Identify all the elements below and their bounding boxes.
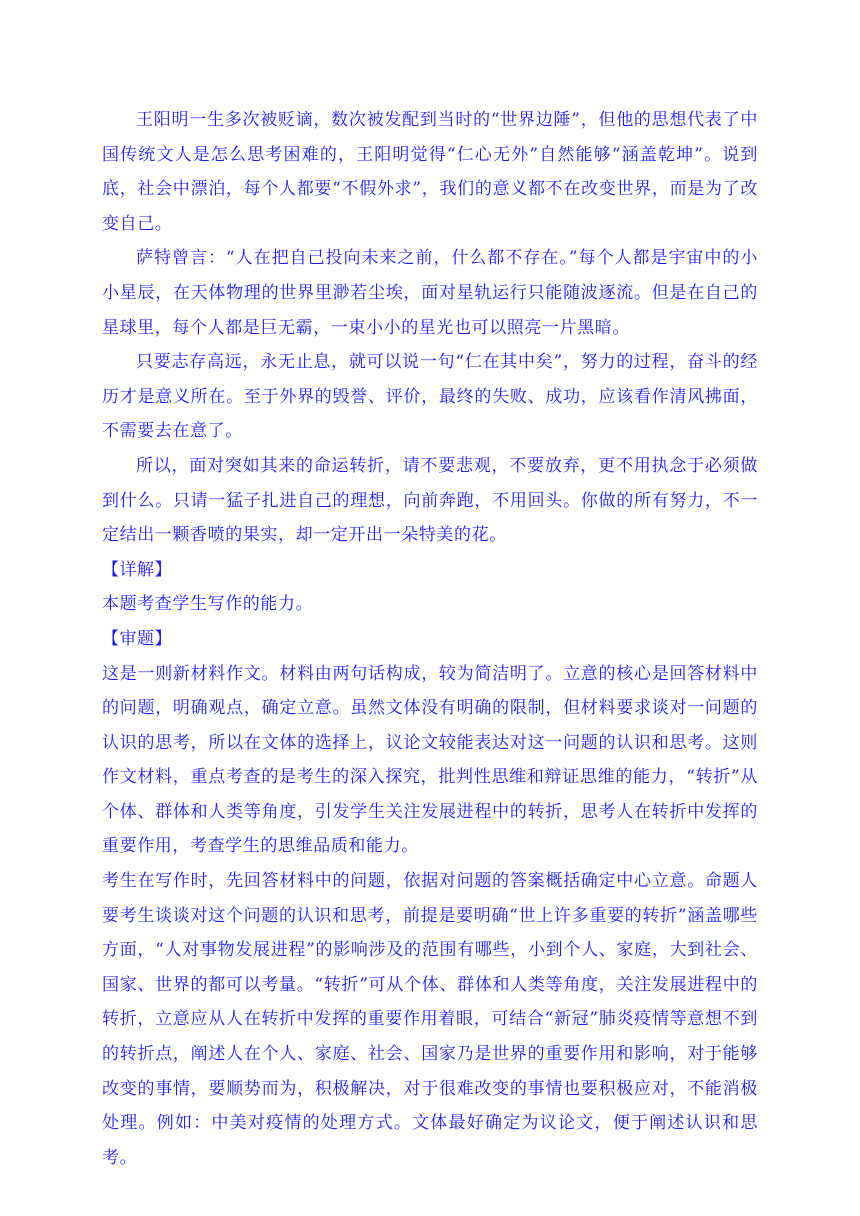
review-paragraph-1: 这是一则新材料作文。材料由两句话构成，较为简洁明了。立意的核心是回答材料中的问题，明确观点，确定立意。虽然文体没有明确的限制，但材料要求谈对一问题的认识的思考，所以在文体的选择上，议论文较能表达对这一问题的认识和思考。这则作文材料，重点考查的是考生的深入探究，批判性思维和辩证思维的能力，“转折”从个体、群体和人类等角度，引发学生关注发展进程中的转折，思考人在转折中发挥的重要作用，考查学生的思维品质和能力。 (102, 663, 758, 857)
review-paragraph-2: 考生在写作时，先回答材料中的问题，依据对问题的答案概括确定中心立意。命题人要考生谈谈对这个问题的认识和思考，前提是要明确“世上许多重要的转折”涵盖哪些方面，“人对事物发展进程”的影响涉及的范围有哪些，小到个人、家庭，大到社会、国家、世界的都可以考量。“转折”可从个体、群体和人类等角度，关注发展进程中的转折，立意应从人在转折中发挥的重要作用着眼，可结合“新冠”肺炎疫情等意想不到的转折点，阐述人在个人、家庭、社会、国家乃是世界的重要作用和影响，对于能够改变的事情，要顺势而为，积极解决，对于很难改变的事情也要积极应对，不能消极处理。例如：中美对疫情的处理方式。文体最好确定为议论文，便于阐述认识和思考。 (102, 871, 758, 1168)
essay-paragraph-1: 王阳明一生多次被贬谪，数次被发配到当时的“世界边陲”，但他的思想代表了中国传统文人是怎么思考困难的，王阳明觉得“仁心无外”自然能够“涵盖乾坤”。说到底，社会中漂泊，每个人都要“不假外求”，我们的意义都不在改变世界，而是为了改变自己。 (102, 110, 758, 234)
essay-paragraph-3: 只要志存高远，永无止息，就可以说一句“仁在其中矣”，努力的过程，奋斗的经历才是意义所在。至于外界的毁誉、评价，最终的失败、成功，应该看作清风拂面，不需要去在意了。 (102, 352, 758, 442)
review-heading: 【审题】 (102, 628, 172, 649)
detail-text: 本题考查学生写作的能力。 (102, 594, 314, 615)
essay-paragraph-2: 萨特曾言：“人在把自己投向未来之前，什么都不存在。”每个人都是宇宙中的小小星辰，在天体物理的世界里渺若尘埃，面对星轨运行只能随波逐流。但是在自己的星球里，每个人都是巨无霸，一束小小的星光也可以照亮一片黑暗。 (102, 248, 758, 338)
essay-paragraph-4: 所以，面对突如其来的命运转折，请不要悲观，不要放弃，更不用执念于必须做到什么。只请一猛子扎进自己的理想，向前奔跑，不用回头。你做的所有努力，不一定结出一颗香喷的果实，却一定开出一朵特美的花。 (102, 455, 758, 546)
document-body (102, 103, 758, 1175)
detail-heading: 【详解】 (102, 559, 172, 580)
